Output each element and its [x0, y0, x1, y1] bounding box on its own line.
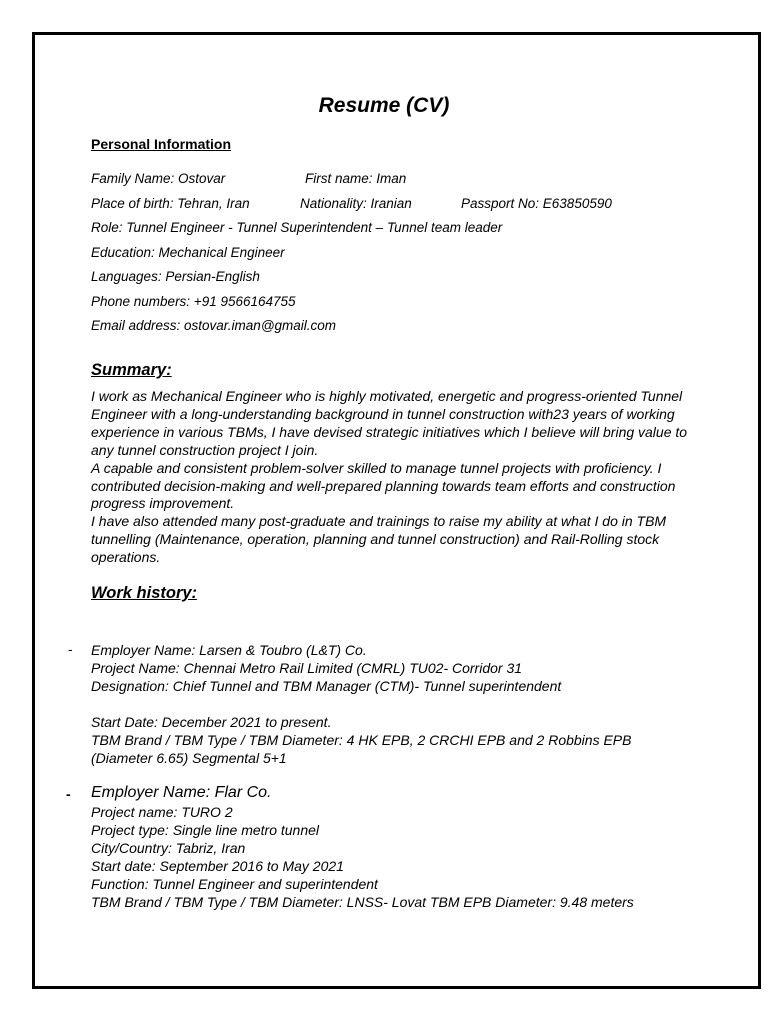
list-bullet: -: [66, 786, 71, 802]
document-title: Resume (CV): [318, 94, 450, 117]
designation: Designation: Chief Tunnel and TBM Manager (CTM)- Tunnel superintendent: [91, 678, 562, 694]
personal-info-heading: Personal Information: [91, 136, 232, 152]
project-name: Project name: TURO 2: [91, 804, 233, 820]
work-entry: [91, 641, 731, 767]
languages: Languages: Persian-English: [91, 269, 260, 284]
function: Function: Tunnel Engineer and superintendent: [91, 876, 378, 892]
project-type: Project type: Single line metro tunnel: [91, 822, 320, 838]
work-entry: [91, 783, 731, 911]
role: Role: Tunnel Engineer - Tunnel Superintendent – Tunnel team leader: [91, 220, 503, 235]
work-history-heading: Work history:: [91, 584, 198, 602]
employer-name: Employer Name: Flar Co.: [91, 784, 272, 801]
employer-name: Employer Name: Larsen & Toubro (L&T) Co.: [91, 642, 367, 658]
education: Education: Mechanical Engineer: [91, 245, 285, 260]
tbm-details: TBM Brand / TBM Type / TBM Diameter: LNSS- Lovat TBM EPB Diameter: 9.48 meters: [91, 894, 634, 910]
start-date: Start date: September 2016 to May 2021: [91, 858, 344, 874]
summary-paragraph: I have also attended many post-graduate and trainings to raise my ability at what I do in TBM tunnelling (Maintenance, operation, planning and tunnel construction) and Rail-Rolling stock operations.: [91, 513, 667, 566]
first-name: First name: Iman: [305, 171, 407, 186]
project-name: Project Name: Chennai Metro Rail Limited (CMRL) TU02- Corridor 31: [91, 660, 523, 676]
tbm-details-continued: (Diameter 6.65) Segmental 5+1: [91, 750, 287, 766]
tbm-details: TBM Brand / TBM Type / TBM Diameter: 4 HK EPB, 2 CRCHI EPB and 2 Robbins EPB: [91, 732, 632, 748]
summary-heading: Summary:: [91, 361, 172, 379]
nationality: Nationality: Iranian: [300, 196, 412, 211]
family-name: Family Name: Ostovar: [91, 171, 226, 186]
summary-paragraph: I work as Mechanical Engineer who is highly motivated, energetic and progress-oriented Tunnel Engineer with a long-understanding background in tunnel construction with23 years of working experience in various TBMs, I have devised strategic initiatives which I believe will bring value to any tunnel construction project I join.: [91, 388, 688, 458]
email-address: Email address: ostovar.iman@gmail.com: [91, 318, 337, 333]
passport-number: Passport No: E63850590: [461, 196, 612, 211]
summary-text: [91, 388, 691, 567]
city-country: City/Country: Tabriz, Iran: [91, 840, 246, 856]
start-date: Start Date: December 2021 to present.: [91, 714, 332, 730]
place-of-birth: Place of birth: Tehran, Iran: [91, 196, 250, 211]
spacer: [91, 695, 731, 713]
summary-paragraph: A capable and consistent problem-solver skilled to manage tunnel projects with proficiency. I contributed decision-making and well-prepared planning towards team efforts and construction progress improvement.: [91, 459, 676, 512]
phone-numbers: Phone numbers: +91 9566164755: [91, 294, 296, 309]
list-bullet: -: [68, 641, 73, 657]
